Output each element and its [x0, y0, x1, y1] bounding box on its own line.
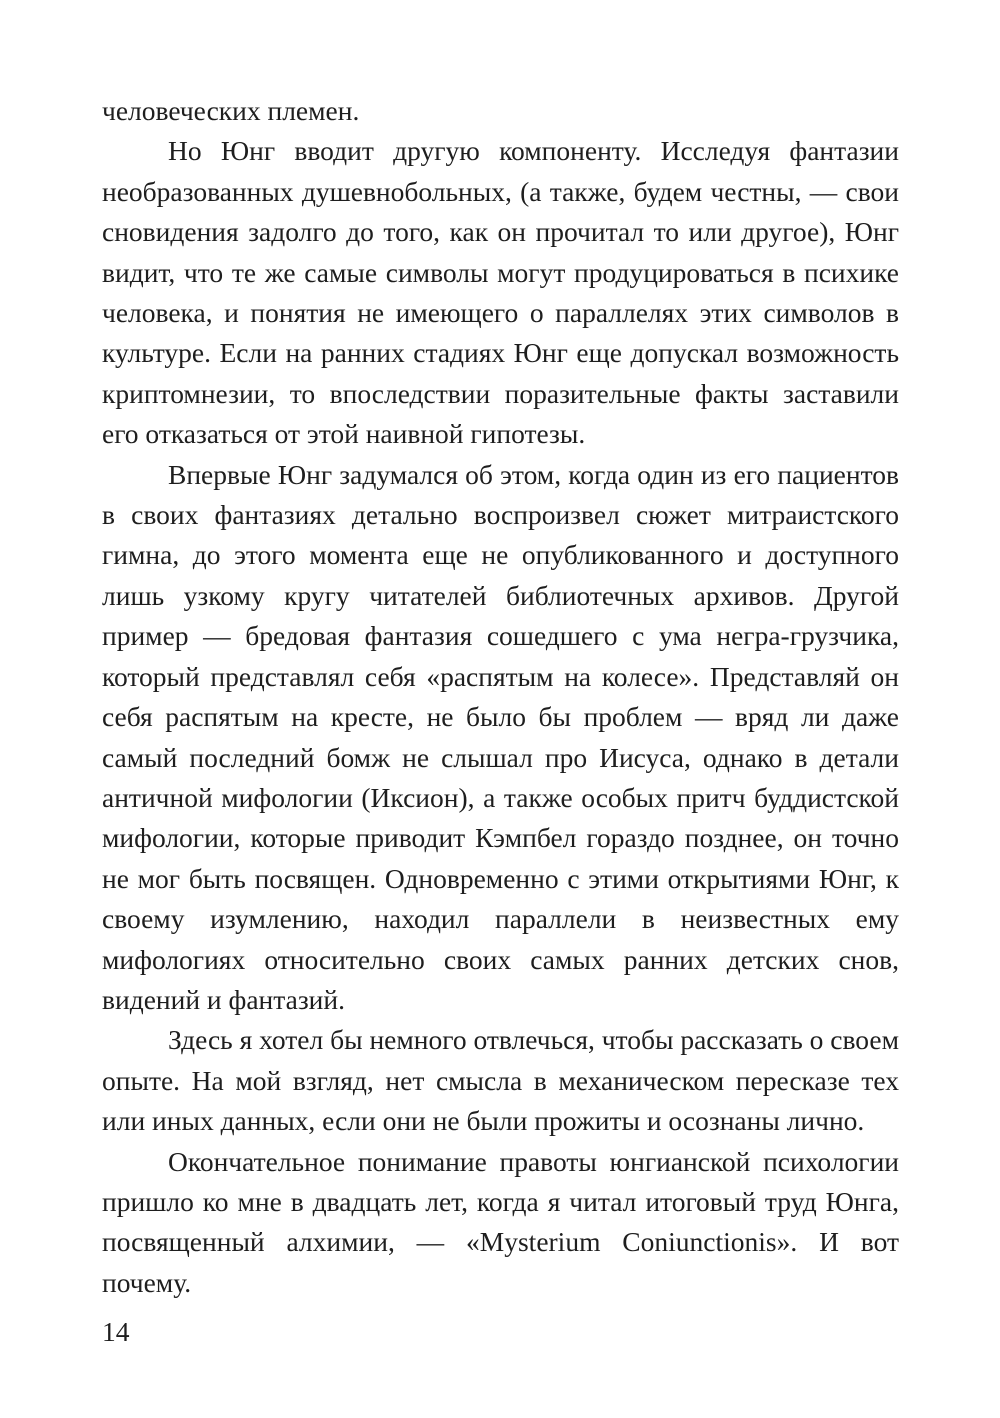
paragraph-continuation: человеческих племен. [102, 95, 360, 126]
paragraph: Но Юнг вводит другую компоненту. Исследуя фантазии необразованных душевнобольных, (а также, будем честны, — свои сновидения задолго до того, как он прочитал то или другое), Юнг видит, что те же самые символы могут продуцироваться в психике человека, и понятия не имеющего о параллелях этих символов в культуре. Если на ранних стадиях Юнг еще допускал возможность криптомнезии, то впоследствии поразительные факты заставили его отказаться от этой наивной гипотезы. [102, 135, 899, 450]
paragraph: Здесь я хотел бы немного отвлечься, чтобы рассказать о своем опыте. На мой взгляд, нет смысла в механическом пересказе тех или иных данных, если они не были прожиты и осознаны лично. [102, 1024, 899, 1137]
body-text [102, 91, 899, 1303]
paragraph: Окончательное понимание правоты юнгианской психологии пришло ко мне в двадцать лет, когда я читал итоговый труд Юнга, посвященный алхимии, — «Mysterium Coniunctionis». И вот почему. [102, 1145, 899, 1298]
paragraph: Впервые Юнг задумался об этом, когда один из его пациентов в своих фантазиях детально воспроизвел сюжет митраистского гимна, до этого момента еще не опубликованного и доступного лишь узкому кругу читателей библиотечных архивов. Другой пример — бредовая фантазия сошедшего с ума негра-грузчика, который представлял себя «распятым на колесе». Представляй он себя распятым на кресте, не было бы проблем — вряд ли даже самый последний бомж не слышал про Иисуса, однако в детали античной мифологии (Иксион), а также особых притч буддистской мифологии, которые приводит Кэмпбел гораздо позднее, он точно не мог быть посвящен. Одновременно с этими открытиями Юнг, к своему изумлению, находил параллели в неизвестных ему мифологиях относительно своих самых ранних детских снов, видений и фантазий. [102, 458, 899, 1015]
page-number: 14 [102, 1316, 130, 1347]
